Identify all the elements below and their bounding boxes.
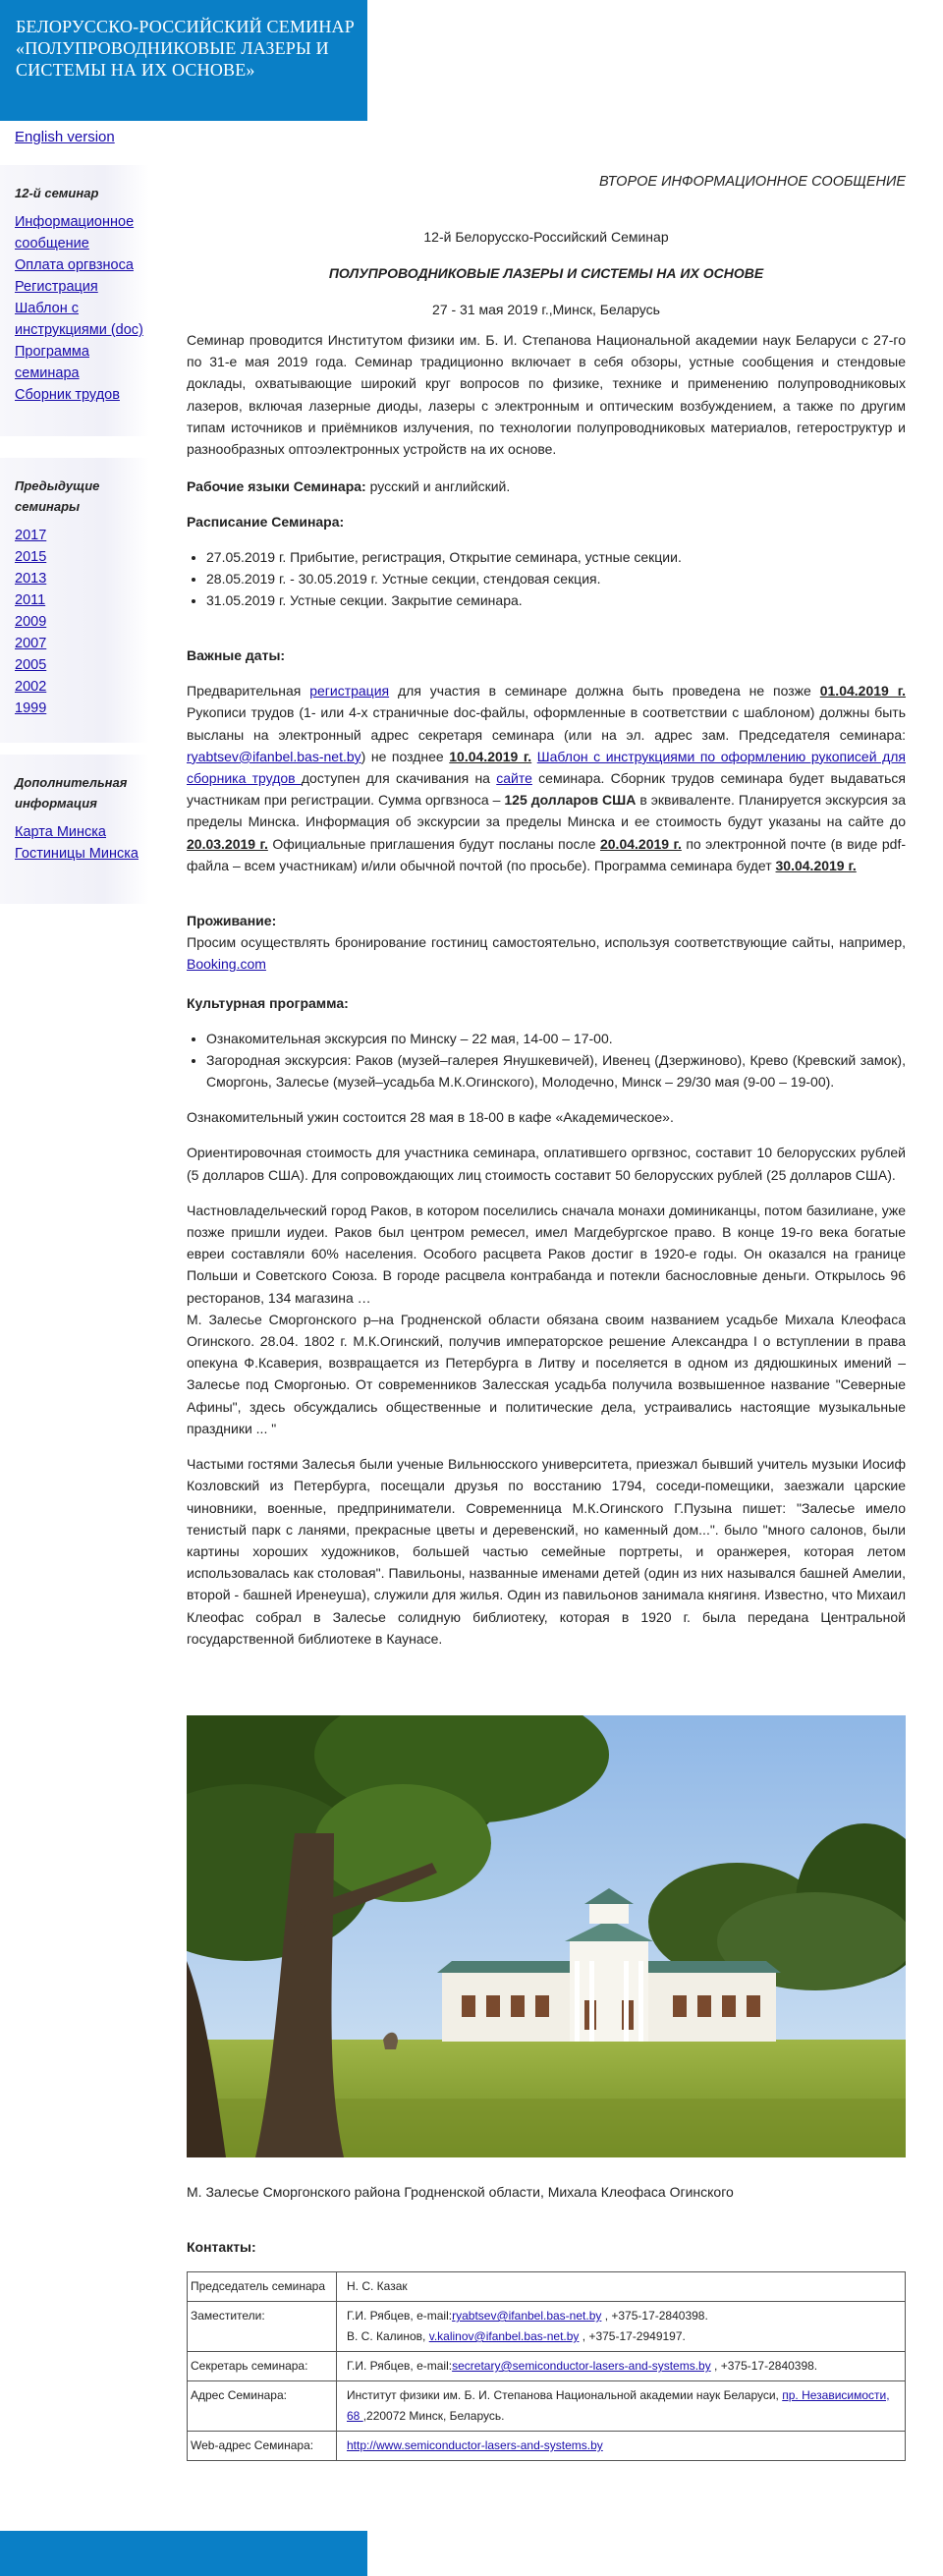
- schedule-heading: Расписание Семинара:: [187, 514, 345, 531]
- sidebar-link-registration[interactable]: Регистрация: [15, 279, 98, 295]
- languages-paragraph: [187, 476, 906, 497]
- contact-text: , +375-17-2949197.: [579, 2329, 686, 2343]
- contacts-table: [187, 2271, 906, 2461]
- ryabtsev-email-link[interactable]: ryabtsev@ifanbel.bas-net.by: [187, 748, 361, 764]
- sidebar-link-2007[interactable]: 2007: [15, 636, 47, 651]
- contact-value: [337, 2352, 906, 2381]
- contact-text: , +375-17-2840398.: [601, 2309, 708, 2323]
- dates-text: для участия в семинаре должна быть проведена не позже: [389, 683, 820, 700]
- accommodation-paragraph: [187, 931, 906, 975]
- contact-label: Заместители:: [188, 2302, 337, 2352]
- sidebar-title-previous: Предыдущие семинары: [15, 478, 100, 514]
- schedule-item: • 27.05.2019 г. Прибытие, регистрация, Открытие семинара, устные секции.: [206, 546, 906, 568]
- sidebar-previous-seminars: [0, 458, 149, 743]
- sidebar-link-2015[interactable]: 2015: [15, 549, 47, 565]
- site-title: БЕЛОРУССКО-РОССИЙСКИЙ СЕМИНАР «ПОЛУПРОВОДНИКОВЫЕ ЛАЗЕРЫ И СИСТЕМЫ НА ИХ ОСНОВЕ»: [16, 17, 355, 80]
- important-dates-paragraph: [187, 680, 906, 876]
- languages-value: русский и английский.: [365, 478, 511, 495]
- deadline-date: 30.04.2019 г.: [775, 857, 857, 873]
- contact-value: [337, 2302, 906, 2352]
- zalesie-manor-photo: [187, 1715, 906, 2157]
- website-link[interactable]: http://www.semiconductor-lasers-and-systems.by: [347, 2438, 603, 2452]
- dates-text: в эквиваленте. Планируется экскурсия за пределы Минска. Информация об экскурсии за пределы Минска и ее стоимость будут указаны на сайте до: [187, 792, 906, 830]
- languages-label: Рабочие языки Семинара:: [187, 478, 366, 495]
- photo-caption: М. Залесье Сморгонского района Гродненской области, Михала Клеофаса Огинского: [187, 2184, 734, 2200]
- culture-item: • Загородная экскурсия: Раков (музей–галерея Янушкевичей), Ивенец (Дзержиново), Крево (Кревский замок), Сморгонь, Залесье (музей–усадьба М.К.Огинского), Молодечно, Минск – 29/30 мая (9-00 – 19-00).: [206, 1049, 906, 1092]
- sidebar-link-info[interactable]: Информационное сообщение: [15, 214, 135, 252]
- dates-text: ) не позднее: [361, 748, 450, 764]
- table-row: [188, 2381, 906, 2432]
- template-link[interactable]: Шаблон с инструкциями по оформлению рукописей для сборника трудов: [187, 748, 906, 787]
- main-content: [187, 171, 906, 1650]
- dates-text: Предварительная: [187, 683, 310, 700]
- notice-heading: ВТОРОЕ ИНФОРМАЦИОННОЕ СООБЩЕНИЕ: [598, 174, 906, 190]
- contacts-heading: Контакты:: [187, 2239, 256, 2255]
- sidebar-link-2002[interactable]: 2002: [15, 679, 47, 695]
- sidebar-title-additional: Дополнительная информация: [15, 775, 128, 811]
- table-row: [188, 2272, 906, 2302]
- sidebar-link-1999[interactable]: 1999: [15, 700, 47, 716]
- sidebar-link-2011[interactable]: 2011: [15, 592, 46, 608]
- sidebar-additional-info: [0, 755, 149, 904]
- sidebar-link-proceedings[interactable]: Сборник трудов: [15, 387, 120, 403]
- sidebar-link-2009[interactable]: 2009: [15, 614, 47, 630]
- culture-heading: Культурная программа:: [187, 995, 349, 1012]
- contact-label: Председатель семинара: [188, 2272, 337, 2302]
- schedule-item: • 31.05.2019 г. Устные секции. Закрытие семинара.: [206, 589, 906, 611]
- accommodation-heading: Проживание:: [187, 913, 277, 929]
- seminar-dates-place: 27 - 31 мая 2019 г.,Минск, Беларусь: [432, 302, 660, 317]
- deadline-date: 20.03.2019 г.: [187, 835, 268, 852]
- booking-link[interactable]: Booking.com: [187, 956, 266, 973]
- contact-value: Н. С. Казак: [337, 2272, 906, 2302]
- seminar-title: ПОЛУПРОВОДНИКОВЫЕ ЛАЗЕРЫ И СИСТЕМЫ НА ИХ ОСНОВЕ: [328, 265, 764, 281]
- contact-text: Институт физики им. Б. И. Степанова Национальной академии наук Беларуси,: [347, 2388, 783, 2402]
- culture-item: • Ознакомительная экскурсия по Минску – 22 мая, 14-00 – 17-00.: [206, 1028, 906, 1049]
- dates-text: Официальные приглашения будут посланы после: [267, 835, 600, 852]
- site-footer: [0, 2531, 367, 2576]
- dates-text: по электронной почте (в виде pdf-файла – всем участникам) и/или обычной почтой (по просьбе). Программа семинара будет: [187, 835, 907, 873]
- dates-text: доступен для скачивания на: [301, 770, 497, 787]
- sidebar-link-2005[interactable]: 2005: [15, 657, 47, 673]
- secretary-email-link[interactable]: secretary@semiconductor-lasers-and-systems.by: [452, 2359, 711, 2373]
- dinner-paragraph: Ознакомительный ужин состоится 28 мая в 18-00 в кафе «Академическое».: [187, 1109, 674, 1126]
- accommodation-text: Просим осуществлять бронирование гостиниц самостоятельно, используя соответствующие сайты, например,: [187, 934, 906, 951]
- cost-paragraph: Ориентировочная стоимость для участника семинара, оплатившего оргвзнос, составит 10 белорусских рублей (5 долларов США). Для сопровождающих лиц стоимость составит 50 белорусских рублей (25 долларов США).: [187, 1145, 906, 1183]
- contact-value: [337, 2432, 906, 2461]
- sidebar-link-template[interactable]: Шаблон с инструкциями (doc): [15, 301, 143, 338]
- contact-value: [337, 2381, 906, 2432]
- schedule-item: • 28.05.2019 г. - 30.05.2019 г. Устные секции, стендовая секция.: [206, 568, 906, 589]
- registration-link[interactable]: регистрация: [309, 683, 390, 700]
- table-row: [188, 2302, 906, 2352]
- sidebar-link-minsk-map[interactable]: Карта Минска: [15, 824, 106, 840]
- fee-amount: 125 долларов США: [504, 792, 637, 809]
- contact-text: , +375-17-2840398.: [710, 2359, 818, 2373]
- sidebar-title-current: 12-й семинар: [15, 186, 99, 200]
- zalesie-paragraph-1: М. Залесье Сморгонского р–на Гродненской области обязана своим названием усадьбе Михала Клеофаса Огинского. 28.04. 1802 г. М.К.Огинский, получив императорское решение Александра I о вступлении в права опекуна Ф.Ксаверия, возвращается из Петербурга в Литву и поселяется в одном из дядюшкиных имений – Залесье под Сморгонью. От современников Залесская усадьба получила возвышенное название "Северные Афины", здесь обсуждались общественные и политические дела, устраивались настоящие музыкальные праздники ... ": [187, 1311, 906, 1436]
- seminar-number: 12-й Белорусско-Российский Семинар: [423, 229, 669, 245]
- contact-label: Секретарь семинара:: [188, 2352, 337, 2381]
- contact-text: ,220072 Минск, Беларусь.: [362, 2409, 505, 2423]
- contact-text: Г.И. Рябцев, e-mail:: [347, 2359, 453, 2373]
- table-row: [188, 2432, 906, 2461]
- contact-text: Г.И. Рябцев, e-mail:: [347, 2309, 453, 2323]
- intro-paragraph: Семинар проводится Институтом физики им. Б. И. Степанова Национальной академии наук Беларуси с 27-го по 31-е мая 2019 года. Семинар традиционно включает в себя обзоры, устные сообщения и стендовые доклады, охватывающие широкий круг вопросов по физике, технике и применению полупроводниковых лазеров, включая лазерные диоды, лазеры с электронным и оптическим возбуждением, а также по другим типам источников и приёмников излучения, по технологии полупроводниковых материалов, гетероструктур и разнообразных оптоэлектронных устройств на их основе.: [187, 332, 906, 458]
- sidebar-link-payment[interactable]: Оплата оргвзноса: [15, 257, 134, 273]
- culture-list: [187, 1028, 906, 1092]
- dates-text: семинара. Сборник трудов семинара будет выдаваться участникам при регистрации. Сумма оргвзноса –: [187, 770, 907, 809]
- contact-label: Web-адрес Семинара:: [188, 2432, 337, 2461]
- contact-text: В. С. Калинов,: [347, 2329, 429, 2343]
- important-dates-heading: Важные даты:: [187, 647, 286, 664]
- deadline-date: 10.04.2019 г.: [449, 748, 532, 764]
- dates-text: Рукописи трудов (1- или 4-х страничные doc-файлы, оформленные в соответствии с шаблоном) должны быть высланы на электронный адрес секретаря семинара (или на эл. адрес зам. Председателя семинара:: [187, 704, 906, 743]
- site-header: [0, 0, 367, 121]
- sidebar-link-program[interactable]: Программа семинара: [15, 344, 89, 381]
- ryabtsev-email-link[interactable]: ryabtsev@ifanbel.bas-net.by: [452, 2309, 602, 2323]
- site-link[interactable]: сайте: [496, 770, 532, 787]
- sidebar-current-seminar: [0, 165, 149, 436]
- kalinov-email-link[interactable]: v.kalinov@ifanbel.bas-net.by: [428, 2329, 580, 2343]
- rakov-paragraph: Частновладельческий город Раков, в котором поселились сначала монахи доминиканцы, потом базилиане, уже позже пришли иудеи. Раков был центром ремесел, имел Магдебургское право. В конце 19-го века богатые евреи составляли 60% населения. Особого расцвета Раков достиг в 1920-е годы. Он оказался на границе Польши и Советского Союза. В городе расцвела контрабанда и потекли баснословные деньги. Открылось 96 ресторанов, 134 магазина …: [187, 1202, 906, 1306]
- english-version-link[interactable]: English version: [15, 129, 115, 145]
- contact-label: Адрес Семинара:: [188, 2381, 337, 2432]
- address-map-link[interactable]: пр. Независимости, 68: [347, 2388, 890, 2423]
- deadline-date: 20.04.2019 г.: [599, 835, 682, 852]
- sidebar-link-hotels[interactable]: Гостиницы Минска: [15, 846, 139, 862]
- schedule-list: [187, 546, 906, 611]
- zalesie-paragraph-2: Частыми гостями Залесья были ученые Вильнюсского университета, приезжал бывший учитель музыки Иосиф Козловский из Петербурга, посещали друзья по восстанию 1794, соседи-помещики, заезжали царские чиновники, военные, предприниматели. Современница М.К.Огинского Г.Пузына пишет: "Залесье имело тенистый парк с ланями, прекрасные цветы и деревенский, но каменный дом...". было "много салонов, были картины хороших художников, большей частью семейные портреты, и оранжерея, которая летом использовалась как столовая". Павильоны, названные именами детей (один из них назывался башней Амелии, второй - башней Иренеуша), служили для жилья. Один из павильонов занимала княгиня. Известно, что Михаил Клеофас собрал в Залесье солидную библиотеку, которая в 1920 г. была передана Центральной государственной библиотеке в Каунасе.: [187, 1456, 906, 1647]
- deadline-date: 01.04.2019 г.: [819, 683, 907, 700]
- table-row: [188, 2352, 906, 2381]
- sidebar-link-2017[interactable]: 2017: [15, 528, 47, 543]
- sidebar-link-2013[interactable]: 2013: [15, 571, 47, 587]
